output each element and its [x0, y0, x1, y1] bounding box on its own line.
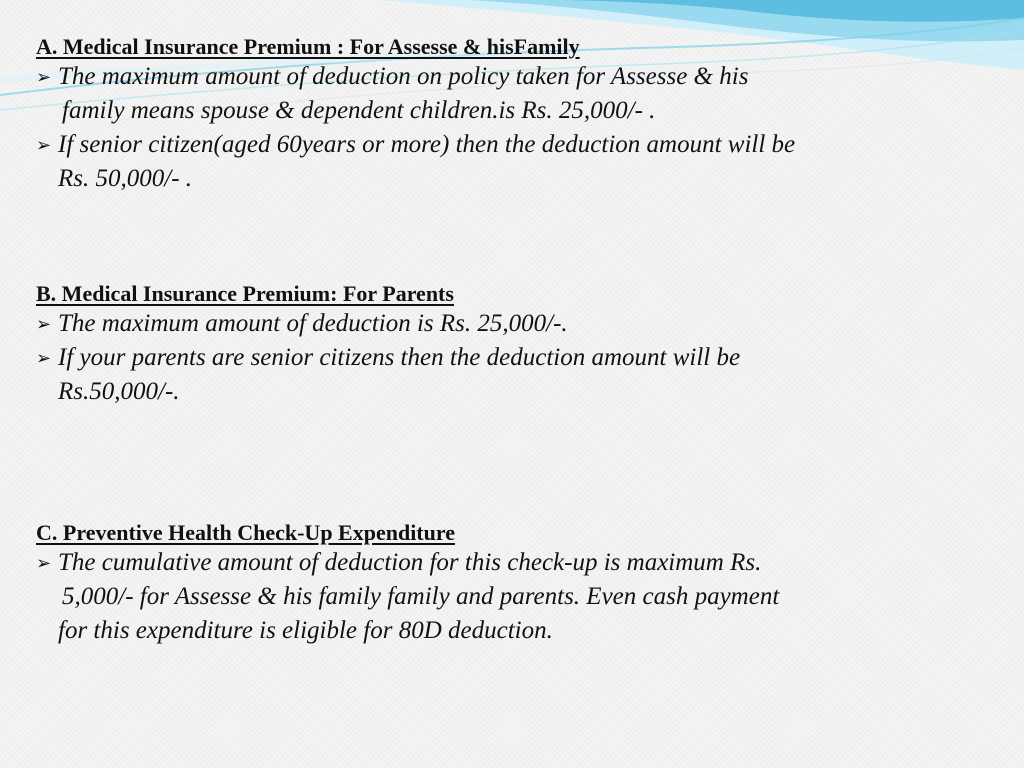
arrow-bullet-icon: ➢: [36, 348, 52, 368]
arrow-bullet-icon: ➢: [36, 314, 52, 334]
bullet-line: family means spouse & dependent children.is Rs. 25,000/- .: [62, 97, 656, 124]
bullet-item: [36, 341, 976, 409]
arrow-bullet-icon: ➢: [36, 553, 52, 573]
section-heading: A. Medical Insurance Premium : For Assesse & hisFamily: [36, 34, 580, 59]
bullet-item: [36, 128, 976, 196]
bullet-item: [36, 546, 976, 648]
bullet-line: The maximum amount of deduction on policy taken for Assesse & his: [58, 63, 749, 90]
bullet-line: The cumulative amount of deduction for this check-up is maximum Rs.: [58, 549, 762, 576]
section-heading: C. Preventive Health Check-Up Expenditure: [36, 520, 455, 545]
section-a: [36, 34, 976, 196]
bullet-line: If your parents are senior citizens then the deduction amount will be: [58, 344, 741, 371]
bullet-item: [36, 60, 976, 128]
bullet-line: If senior citizen(aged 60years or more) then the deduction amount will be: [58, 131, 796, 158]
section-b: [36, 281, 976, 409]
bullet-line: Rs. 50,000/- .: [58, 165, 193, 192]
bullet-line: for this expenditure is eligible for 80D deduction.: [58, 617, 553, 644]
bullet-line: Rs.50,000/-.: [58, 378, 180, 405]
arrow-bullet-icon: ➢: [36, 135, 52, 155]
section-c: [36, 520, 976, 648]
section-heading: B. Medical Insurance Premium: For Parents: [36, 281, 454, 306]
arrow-bullet-icon: ➢: [36, 67, 52, 87]
bullet-line: The maximum amount of deduction is Rs. 25,000/-.: [58, 310, 568, 337]
bullet-line: 5,000/- for Assesse & his family family and parents. Even cash payment: [62, 583, 780, 610]
bullet-item: [36, 307, 976, 341]
